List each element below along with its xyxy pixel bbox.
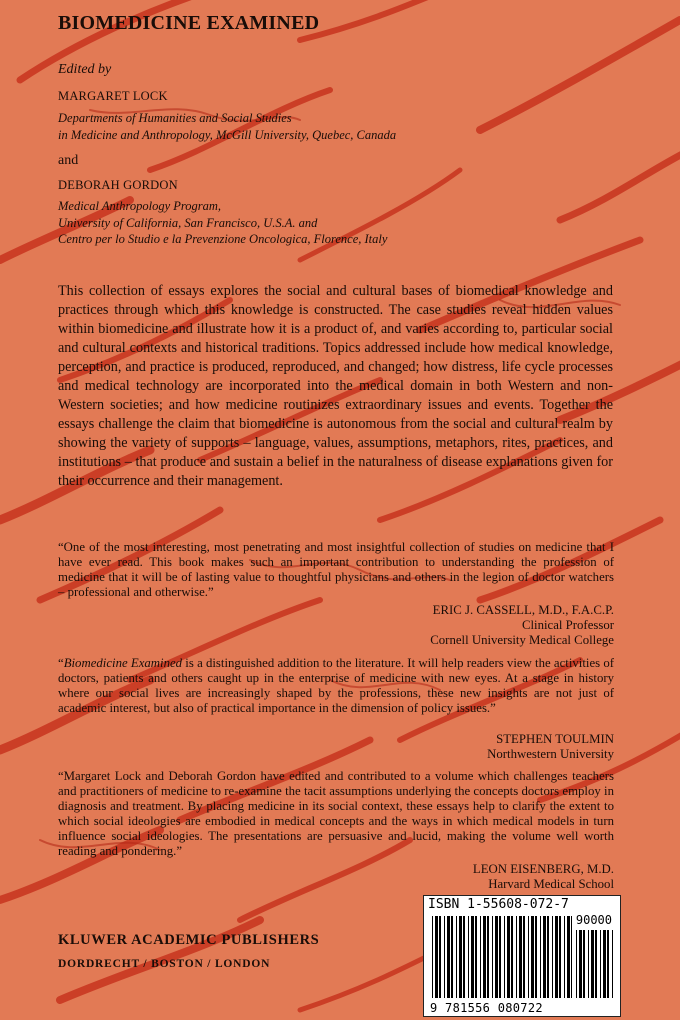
barcode-bar (504, 916, 505, 998)
barcode-bar (543, 916, 546, 998)
quote-body: is a distinguished addition to the literature. It will help readers view the activities of doctors, patients and others caught up in the enterprise of medicine with new eyes. At a stage in history where our social lives are increasingly shaped by the professions, these new insights are not just of academic interest, but also of practical importance in the dimension of policy issues.” (58, 656, 615, 715)
barcode-bar (451, 916, 453, 998)
editor-1-affiliation-line: in Medicine and Anthropology, McGill University, Quebec, Canada (58, 127, 397, 142)
barcode-bar (591, 930, 594, 998)
barcode-digits: 9 781556 080722 (430, 1001, 543, 1015)
quote-open-mark: “ (58, 656, 64, 670)
barcode-bar (432, 916, 433, 998)
barcode-bar (447, 916, 450, 998)
editor-2-affiliation-line: Medical Anthropology Program, (58, 199, 222, 213)
barcode-bar (511, 916, 513, 998)
book-title: BIOMEDICINE EXAMINED (58, 12, 320, 34)
barcode-bar (588, 930, 589, 998)
barcode-bar (579, 930, 582, 998)
editor-1-affiliation-line: Departments of Humanities and Social Studies (58, 111, 292, 125)
editor-2-name: DEBORAH GORDON (58, 178, 178, 192)
endorser-organization: Cornell University Medical College (430, 633, 614, 647)
editor-2-affiliation-line: Centro per lo Studio e la Prevenzione Oncologica, Florence, Italy (58, 232, 388, 246)
endorsement-quote (58, 656, 614, 716)
barcode-bar (612, 930, 613, 998)
endorsement-attribution (473, 862, 614, 892)
barcode-bar (607, 930, 609, 998)
barcode-bar (552, 916, 553, 998)
barcode-bar (487, 916, 489, 998)
barcode-bar (559, 916, 561, 998)
publisher-cities: DORDRECHT / BOSTON / LONDON (58, 958, 271, 970)
edited-by-label: Edited by (58, 62, 112, 77)
endorsement-attribution (430, 603, 614, 648)
barcode-bar (435, 916, 438, 998)
barcode-bar (483, 916, 486, 998)
editor-1-name: MARGARET LOCK (58, 89, 168, 103)
barcode-bar (535, 916, 537, 998)
barcode-bar (531, 916, 534, 998)
barcode-bar (540, 916, 541, 998)
quote-book-title: Biomedicine Examined (63, 656, 183, 670)
editor-2-affiliation (58, 198, 387, 248)
barcode-bar (564, 916, 565, 998)
barcode-bar (600, 930, 601, 998)
barcode-bar (507, 916, 510, 998)
endorser-name: LEON EISENBERG, M.D. (472, 862, 614, 876)
book-description: This collection of essays explores the social and cultural bases of biomedical knowledge and practices through which this knowledge is constructed. The case studies reveal hidden values within biomedicine and illustrate how it is a product of, and varies according to, particular social and cultural contexts and historical traditions. Topics addressed include how medical knowledge, perception, and practice is produced, reproduced, and changed; how distress, life cycle processes and medical technology are incorporated into the medical domain in both Western and non-Western societies; and how medicine routinizes extraordinary issues and events. Together the essays challenge the claim that biomedicine is autonomous from the social and cultural realm by showing the variety of supports – language, values, assumptions, metaphors, rites, practices, and institutions – that produce and sustain a belief in the naturalness of disease explanations given for their occurrence and their management. (58, 283, 613, 489)
endorsement-attribution (487, 732, 614, 762)
and-conjunction: and (58, 153, 79, 168)
barcode-addon-digits: 90000 (575, 913, 612, 927)
editor-2-affiliation-line: University of California, San Francisco, U.S.A. and (58, 215, 318, 230)
barcode-bar (595, 930, 597, 998)
endorser-name: STEPHEN TOULMIN (496, 732, 614, 746)
barcode-bar (567, 916, 570, 998)
barcode-bar (516, 916, 517, 998)
barcode-bar (444, 916, 445, 998)
endorsement-quote: “One of the most interesting, most penetrating and most insightful collection of studies on medicine that I have ever read. This book makes such an important contribution to understanding the profession of medicine that it will be of lasting value to thoughtful physicians and others in the legion of doctor watchers – professional and otherwise.” (58, 540, 614, 599)
endorser-organization: Northwestern University (487, 747, 614, 761)
barcode-bar (571, 916, 572, 998)
barcode-bar (603, 930, 606, 998)
barcode-addon-bars (576, 930, 614, 998)
barcode-bar (471, 916, 474, 998)
barcode-bar (459, 916, 462, 998)
isbn-label: ISBN 1-55608-072-7 (428, 897, 569, 912)
barcode-bar (492, 916, 493, 998)
barcode-bar (439, 916, 441, 998)
endorsement-quote: “Margaret Lock and Deborah Gordon have edited and contributed to a volume which challenges teachers and practitioners of medicine to re-examine the tacit assumptions underlying the concepts doctors employ in diagnosis and treatment. By placing medicine in its social context, these essays help to clarify the extent to which social ideologies are embodied in medical concepts and the ways in which medical models in turn influence social ideologies. The presentations are persuasive and lucid, making the volume well worth reading and pondering.” (58, 769, 614, 858)
barcode-bar (499, 916, 501, 998)
barcode-bar (519, 916, 522, 998)
publisher-name: KLUWER ACADEMIC PUBLISHERS (58, 932, 320, 948)
isbn-barcode (423, 895, 621, 1017)
barcode-bar (583, 930, 585, 998)
endorser-role: Clinical Professor (521, 618, 614, 632)
barcode-bar (480, 916, 481, 998)
editor-1-affiliation (58, 110, 396, 143)
barcode-bar (475, 916, 477, 998)
barcode-bars (432, 916, 572, 998)
barcode-bar (463, 916, 465, 998)
barcode-bar (547, 916, 549, 998)
barcode-bar (456, 916, 457, 998)
endorser-organization: Harvard Medical School (488, 877, 614, 891)
endorser-name: ERIC J. CASSELL, M.D., F.A.C.P. (432, 603, 614, 617)
barcode-bar (528, 916, 529, 998)
barcode-bar (468, 916, 469, 998)
barcode-bar (523, 916, 525, 998)
barcode-bar (495, 916, 498, 998)
barcode-bar (576, 930, 577, 998)
barcode-bar (555, 916, 558, 998)
